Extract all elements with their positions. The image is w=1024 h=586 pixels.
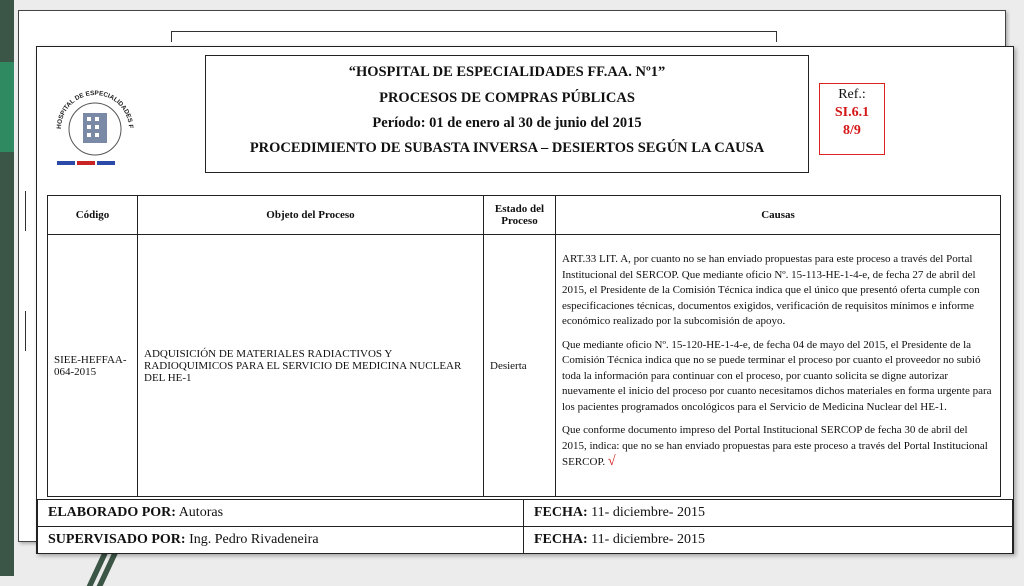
- process-table: [47, 195, 1001, 497]
- hospital-title: “HOSPITAL DE ESPECIALIDADES FF.AA. Nº1”: [348, 64, 666, 80]
- elaborado-value: Autoras: [178, 505, 224, 520]
- background-edge: [25, 191, 36, 231]
- left-decor-accent: [0, 62, 14, 152]
- fecha2-label: FECHA:: [534, 532, 588, 547]
- elaborado-label: ELABORADO POR:: [48, 505, 176, 520]
- period-title: Período: 01 de enero al 30 de junio del 2015: [372, 115, 642, 131]
- cell-codigo: SIEE-HEFFAA-064-2015: [48, 235, 138, 497]
- document-page: [36, 46, 1014, 554]
- background-edge: [25, 311, 36, 351]
- check-mark: √: [607, 454, 616, 470]
- col-header-codigo: Código: [48, 196, 138, 235]
- procedure-title: PROCEDIMIENTO DE SUBASTA INVERSA – DESIERTOS SEGÚN LA CAUSA: [249, 140, 765, 156]
- fecha1-label: FECHA:: [534, 505, 588, 520]
- cell-causas: [556, 235, 1001, 497]
- logo-text: HOSPITAL DE ESPECIALIDADES F: [55, 89, 135, 130]
- fecha1-value: 11- diciembre- 2015: [591, 505, 705, 520]
- table-header-row: [48, 196, 1001, 235]
- title-box: [205, 55, 809, 173]
- cell-estado: Desierta: [484, 235, 556, 497]
- fecha2-cell: [524, 527, 1013, 554]
- supervisado-cell: [38, 527, 524, 554]
- causa-paragraph-1: ART.33 LIT. A, por cuanto no se han enviado propuestas para este proceso a través del Portal Institucional del SERCOP. Que mediante oficio Nº. 15-113-HE-1-4-e, de fecha 27 de abril del 2015, el Presidente de la Comisión Técnica indica que el único que presentó oferta cumple con especificaciones técnicas, documentos exigidos, verificación de requisitos mínimos e informe económico realizado por la subcomisión de apoyo.: [562, 253, 980, 328]
- causa-paragraph-3: [562, 423, 994, 471]
- hospital-logo: [47, 77, 143, 173]
- table-row: [48, 235, 1001, 497]
- supervisado-label: SUPERVISADO POR:: [48, 532, 186, 547]
- ref-page: 8/9: [843, 123, 861, 138]
- supervisado-row: [38, 527, 1013, 554]
- background-title-frame: [171, 31, 777, 42]
- supervisado-value: Ing. Pedro Rivadeneira: [189, 532, 319, 547]
- col-header-causas: Causas: [556, 196, 1001, 235]
- ref-label: Ref.:: [838, 87, 866, 102]
- signature-table: [37, 499, 1013, 554]
- causa-text-3: Que conforme documento impreso del Portal Institucional SERCOP de fecha 30 de abril del 2015, indica: que no se han enviado propuestas para este proceso a través del Portal Institucional SERCOP.: [562, 424, 988, 469]
- hospital-seal-icon: [47, 77, 143, 173]
- fecha1-cell: [524, 500, 1013, 527]
- fecha2-value: 11- diciembre- 2015: [591, 532, 705, 547]
- cell-objeto: ADQUISICIÓN DE MATERIALES RADIACTIVOS Y RADIOQUIMICOS PARA EL SERVICIO DE MEDICINA NUCLEAR DEL HE-1: [138, 235, 484, 497]
- col-header-estado: Estado del Proceso: [484, 196, 556, 235]
- col-header-objeto: Objeto del Proceso: [138, 196, 484, 235]
- reference-box: [819, 83, 885, 155]
- process-title: PROCESOS DE COMPRAS PÚBLICAS: [379, 90, 635, 106]
- elaborado-row: [38, 500, 1013, 527]
- ref-code: SI.6.1: [834, 105, 870, 120]
- elaborado-cell: [38, 500, 524, 527]
- causa-paragraph-2: Que mediante oficio Nº. 15-120-HE-1-4-e, de fecha 04 de mayo del 2015, el Presidente de la Comisión Técnica indica que no se puede terminar el proceso por cuanto el proveedor no subió toda la información para continuar con el proceso, por cuanto solicita se digne autorizar nuevamente el inicio del proceso por cuanto necesitamos dichos materiales en forma urgente para los pacientes programados oncológicos para el Servicio de Medicina Nuclear del HE-1.: [562, 338, 992, 413]
